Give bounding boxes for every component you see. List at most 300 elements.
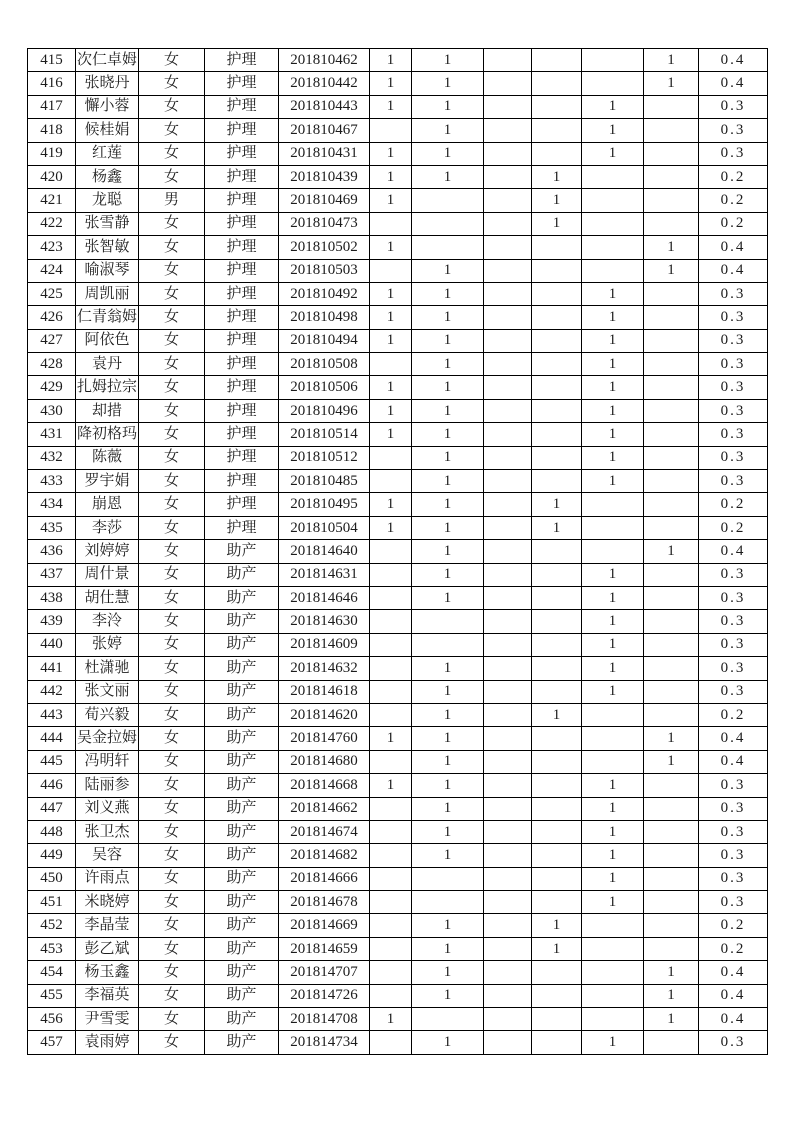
mark4-cell	[532, 353, 582, 376]
table-row	[28, 493, 768, 516]
table-row	[28, 236, 768, 259]
name-cell: 张晓丹	[76, 72, 139, 95]
mark1-cell: 1	[370, 423, 412, 446]
mark4-cell	[532, 95, 582, 118]
student-id-cell: 201814620	[279, 703, 370, 726]
row-number-cell: 428	[28, 353, 76, 376]
name-cell: 米晓婷	[76, 891, 139, 914]
program-cell: 助产	[205, 797, 279, 820]
gender-cell: 女	[139, 516, 205, 539]
mark6-cell	[644, 212, 699, 235]
program-cell: 护理	[205, 165, 279, 188]
gender-cell: 女	[139, 680, 205, 703]
gender-cell: 女	[139, 306, 205, 329]
mark2-cell: 1	[412, 446, 484, 469]
mark3-cell	[484, 891, 532, 914]
mark6-cell: 1	[644, 72, 699, 95]
mark5-cell	[582, 750, 644, 773]
row-number-cell: 424	[28, 259, 76, 282]
mark3-cell	[484, 1008, 532, 1031]
program-cell: 护理	[205, 470, 279, 493]
mark1-cell: 1	[370, 236, 412, 259]
score-cell: 0.3	[699, 610, 768, 633]
mark3-cell	[484, 189, 532, 212]
mark3-cell	[484, 727, 532, 750]
mark1-cell: 1	[370, 165, 412, 188]
mark3-cell	[484, 703, 532, 726]
row-number-cell: 442	[28, 680, 76, 703]
gender-cell: 女	[139, 657, 205, 680]
score-cell: 0.3	[699, 774, 768, 797]
table-row	[28, 797, 768, 820]
mark2-cell: 1	[412, 259, 484, 282]
mark3-cell	[484, 516, 532, 539]
mark3-cell	[484, 165, 532, 188]
name-cell: 杜潇驰	[76, 657, 139, 680]
mark6-cell	[644, 774, 699, 797]
gender-cell: 女	[139, 797, 205, 820]
gender-cell: 女	[139, 49, 205, 72]
mark1-cell: 1	[370, 306, 412, 329]
mark4-cell	[532, 774, 582, 797]
student-id-cell: 201810506	[279, 376, 370, 399]
mark1-cell	[370, 797, 412, 820]
mark6-cell	[644, 446, 699, 469]
student-id-cell: 201810514	[279, 423, 370, 446]
student-id-cell: 201814680	[279, 750, 370, 773]
gender-cell: 女	[139, 867, 205, 890]
mark5-cell: 1	[582, 446, 644, 469]
mark5-cell: 1	[582, 353, 644, 376]
mark4-cell	[532, 446, 582, 469]
mark6-cell	[644, 95, 699, 118]
mark4-cell: 1	[532, 212, 582, 235]
name-cell: 许雨点	[76, 867, 139, 890]
gender-cell: 女	[139, 1008, 205, 1031]
mark5-cell	[582, 1008, 644, 1031]
name-cell: 杨玉鑫	[76, 961, 139, 984]
student-id-cell: 201810496	[279, 399, 370, 422]
row-number-cell: 453	[28, 937, 76, 960]
mark2-cell: 1	[412, 423, 484, 446]
mark4-cell	[532, 610, 582, 633]
program-cell: 护理	[205, 236, 279, 259]
mark6-cell	[644, 282, 699, 305]
score-cell: 0.3	[699, 95, 768, 118]
mark3-cell	[484, 376, 532, 399]
table-row	[28, 212, 768, 235]
mark3-cell	[484, 867, 532, 890]
mark4-cell	[532, 1008, 582, 1031]
table-row	[28, 703, 768, 726]
student-id-cell: 201814682	[279, 844, 370, 867]
mark2-cell: 1	[412, 329, 484, 352]
name-cell: 杨鑫	[76, 165, 139, 188]
mark2-cell: 1	[412, 95, 484, 118]
mark1-cell	[370, 750, 412, 773]
mark4-cell: 1	[532, 914, 582, 937]
program-cell: 助产	[205, 563, 279, 586]
student-id-cell: 201814726	[279, 984, 370, 1007]
mark5-cell: 1	[582, 867, 644, 890]
mark6-cell	[644, 703, 699, 726]
mark4-cell	[532, 984, 582, 1007]
score-cell: 0.4	[699, 1008, 768, 1031]
mark1-cell	[370, 937, 412, 960]
student-id-cell: 201810467	[279, 119, 370, 142]
program-cell: 助产	[205, 703, 279, 726]
mark4-cell	[532, 867, 582, 890]
mark3-cell	[484, 586, 532, 609]
mark6-cell: 1	[644, 49, 699, 72]
mark1-cell	[370, 446, 412, 469]
row-number-cell: 449	[28, 844, 76, 867]
mark4-cell	[532, 750, 582, 773]
mark5-cell	[582, 961, 644, 984]
name-cell: 降初格玛	[76, 423, 139, 446]
mark4-cell	[532, 376, 582, 399]
program-cell: 护理	[205, 95, 279, 118]
mark3-cell	[484, 797, 532, 820]
student-id-cell: 201814630	[279, 610, 370, 633]
mark2-cell: 1	[412, 586, 484, 609]
name-cell: 懈小蓉	[76, 95, 139, 118]
mark2-cell	[412, 891, 484, 914]
mark4-cell	[532, 891, 582, 914]
mark6-cell	[644, 563, 699, 586]
mark2-cell: 1	[412, 680, 484, 703]
student-id-cell: 201814707	[279, 961, 370, 984]
mark2-cell	[412, 633, 484, 656]
mark3-cell	[484, 984, 532, 1007]
mark4-cell	[532, 1031, 582, 1054]
mark4-cell	[532, 259, 582, 282]
student-id-cell: 201810485	[279, 470, 370, 493]
mark3-cell	[484, 633, 532, 656]
score-cell: 0.4	[699, 72, 768, 95]
score-cell: 0.4	[699, 727, 768, 750]
mark6-cell	[644, 844, 699, 867]
row-number-cell: 446	[28, 774, 76, 797]
student-id-cell: 201810442	[279, 72, 370, 95]
name-cell: 李晶莹	[76, 914, 139, 937]
mark3-cell	[484, 937, 532, 960]
gender-cell: 女	[139, 633, 205, 656]
gender-cell: 男	[139, 189, 205, 212]
mark3-cell	[484, 563, 532, 586]
mark6-cell	[644, 610, 699, 633]
program-cell: 助产	[205, 680, 279, 703]
mark3-cell	[484, 657, 532, 680]
program-cell: 护理	[205, 376, 279, 399]
mark5-cell: 1	[582, 399, 644, 422]
student-id-cell: 201814668	[279, 774, 370, 797]
student-id-cell: 201814640	[279, 540, 370, 563]
program-cell: 助产	[205, 657, 279, 680]
mark2-cell	[412, 610, 484, 633]
mark6-cell	[644, 797, 699, 820]
mark6-cell	[644, 914, 699, 937]
mark6-cell	[644, 937, 699, 960]
mark2-cell: 1	[412, 282, 484, 305]
row-number-cell: 436	[28, 540, 76, 563]
mark6-cell	[644, 891, 699, 914]
score-cell: 0.4	[699, 49, 768, 72]
program-cell: 助产	[205, 961, 279, 984]
mark3-cell	[484, 1031, 532, 1054]
score-cell: 0.2	[699, 165, 768, 188]
mark5-cell	[582, 165, 644, 188]
score-cell: 0.2	[699, 189, 768, 212]
mark5-cell: 1	[582, 95, 644, 118]
mark6-cell	[644, 867, 699, 890]
student-id-cell: 201810495	[279, 493, 370, 516]
mark5-cell: 1	[582, 119, 644, 142]
score-cell: 0.3	[699, 680, 768, 703]
name-cell: 却措	[76, 399, 139, 422]
gender-cell: 女	[139, 703, 205, 726]
mark2-cell: 1	[412, 820, 484, 843]
gender-cell: 女	[139, 212, 205, 235]
name-cell: 周凯丽	[76, 282, 139, 305]
name-cell: 袁雨婷	[76, 1031, 139, 1054]
mark1-cell	[370, 820, 412, 843]
name-cell: 陈薇	[76, 446, 139, 469]
row-number-cell: 423	[28, 236, 76, 259]
name-cell: 张卫杰	[76, 820, 139, 843]
score-cell: 0.3	[699, 376, 768, 399]
table-row	[28, 1008, 768, 1031]
mark3-cell	[484, 680, 532, 703]
mark6-cell: 1	[644, 1008, 699, 1031]
row-number-cell: 448	[28, 820, 76, 843]
gender-cell: 女	[139, 984, 205, 1007]
row-number-cell: 451	[28, 891, 76, 914]
table-row	[28, 470, 768, 493]
mark5-cell: 1	[582, 329, 644, 352]
score-cell: 0.4	[699, 236, 768, 259]
mark1-cell	[370, 212, 412, 235]
mark1-cell	[370, 353, 412, 376]
mark4-cell: 1	[532, 937, 582, 960]
row-number-cell: 457	[28, 1031, 76, 1054]
student-id-cell: 201814662	[279, 797, 370, 820]
name-cell: 尹雪雯	[76, 1008, 139, 1031]
mark3-cell	[484, 329, 532, 352]
mark2-cell	[412, 212, 484, 235]
mark6-cell	[644, 165, 699, 188]
row-number-cell: 430	[28, 399, 76, 422]
row-number-cell: 438	[28, 586, 76, 609]
student-id-cell: 201810498	[279, 306, 370, 329]
mark5-cell: 1	[582, 586, 644, 609]
mark2-cell: 1	[412, 353, 484, 376]
table-row	[28, 119, 768, 142]
mark4-cell: 1	[532, 165, 582, 188]
table-row	[28, 680, 768, 703]
mark3-cell	[484, 470, 532, 493]
program-cell: 助产	[205, 1008, 279, 1031]
row-number-cell: 419	[28, 142, 76, 165]
score-cell: 0.2	[699, 516, 768, 539]
student-id-cell: 201810504	[279, 516, 370, 539]
mark1-cell	[370, 633, 412, 656]
student-id-cell: 201810512	[279, 446, 370, 469]
row-number-cell: 445	[28, 750, 76, 773]
row-number-cell: 440	[28, 633, 76, 656]
table-row	[28, 189, 768, 212]
mark5-cell: 1	[582, 891, 644, 914]
mark3-cell	[484, 914, 532, 937]
program-cell: 护理	[205, 119, 279, 142]
table-row	[28, 49, 768, 72]
score-cell: 0.3	[699, 119, 768, 142]
mark3-cell	[484, 961, 532, 984]
mark6-cell: 1	[644, 236, 699, 259]
student-id-cell: 201810469	[279, 189, 370, 212]
row-number-cell: 416	[28, 72, 76, 95]
name-cell: 龙聪	[76, 189, 139, 212]
mark1-cell	[370, 961, 412, 984]
mark3-cell	[484, 142, 532, 165]
gender-cell: 女	[139, 493, 205, 516]
mark6-cell	[644, 376, 699, 399]
row-number-cell: 441	[28, 657, 76, 680]
mark4-cell	[532, 961, 582, 984]
mark1-cell: 1	[370, 1008, 412, 1031]
table-row	[28, 142, 768, 165]
row-number-cell: 443	[28, 703, 76, 726]
program-cell: 护理	[205, 282, 279, 305]
name-cell: 彭乙斌	[76, 937, 139, 960]
mark5-cell	[582, 189, 644, 212]
mark4-cell: 1	[532, 703, 582, 726]
mark1-cell	[370, 563, 412, 586]
score-cell: 0.2	[699, 937, 768, 960]
row-number-cell: 417	[28, 95, 76, 118]
mark1-cell: 1	[370, 516, 412, 539]
table-row	[28, 329, 768, 352]
program-cell: 护理	[205, 353, 279, 376]
table-row	[28, 586, 768, 609]
row-number-cell: 450	[28, 867, 76, 890]
mark4-cell	[532, 399, 582, 422]
student-id-cell: 201814734	[279, 1031, 370, 1054]
roster-table-body	[28, 49, 768, 1055]
mark1-cell	[370, 657, 412, 680]
mark6-cell	[644, 633, 699, 656]
mark4-cell	[532, 727, 582, 750]
row-number-cell: 422	[28, 212, 76, 235]
name-cell: 刘义燕	[76, 797, 139, 820]
mark4-cell	[532, 142, 582, 165]
table-row	[28, 727, 768, 750]
table-row	[28, 937, 768, 960]
name-cell: 张婷	[76, 633, 139, 656]
mark4-cell	[532, 282, 582, 305]
name-cell: 候桂娟	[76, 119, 139, 142]
mark6-cell	[644, 423, 699, 446]
row-number-cell: 426	[28, 306, 76, 329]
mark3-cell	[484, 72, 532, 95]
name-cell: 吴金拉姆	[76, 727, 139, 750]
score-cell: 0.2	[699, 212, 768, 235]
mark2-cell: 1	[412, 49, 484, 72]
mark1-cell	[370, 984, 412, 1007]
student-id-cell: 201814632	[279, 657, 370, 680]
score-cell: 0.3	[699, 844, 768, 867]
table-row	[28, 961, 768, 984]
program-cell: 助产	[205, 820, 279, 843]
mark6-cell	[644, 189, 699, 212]
table-row	[28, 774, 768, 797]
program-cell: 助产	[205, 750, 279, 773]
mark6-cell: 1	[644, 961, 699, 984]
score-cell: 0.4	[699, 984, 768, 1007]
name-cell: 荀兴毅	[76, 703, 139, 726]
name-cell: 胡仕慧	[76, 586, 139, 609]
mark2-cell: 1	[412, 399, 484, 422]
gender-cell: 女	[139, 820, 205, 843]
mark4-cell	[532, 633, 582, 656]
gender-cell: 女	[139, 142, 205, 165]
score-cell: 0.3	[699, 797, 768, 820]
gender-cell: 女	[139, 540, 205, 563]
row-number-cell: 429	[28, 376, 76, 399]
mark5-cell	[582, 72, 644, 95]
table-row	[28, 750, 768, 773]
name-cell: 仁青翁姆	[76, 306, 139, 329]
mark6-cell	[644, 329, 699, 352]
score-cell: 0.3	[699, 563, 768, 586]
mark3-cell	[484, 610, 532, 633]
mark1-cell	[370, 844, 412, 867]
score-cell: 0.3	[699, 657, 768, 680]
student-id-cell: 201810503	[279, 259, 370, 282]
score-cell: 0.4	[699, 961, 768, 984]
mark2-cell: 1	[412, 470, 484, 493]
score-cell: 0.3	[699, 423, 768, 446]
mark4-cell	[532, 844, 582, 867]
program-cell: 助产	[205, 984, 279, 1007]
student-id-cell: 201810462	[279, 49, 370, 72]
gender-cell: 女	[139, 353, 205, 376]
mark1-cell: 1	[370, 72, 412, 95]
program-cell: 助产	[205, 844, 279, 867]
mark3-cell	[484, 306, 532, 329]
student-id-cell: 201814646	[279, 586, 370, 609]
mark1-cell: 1	[370, 727, 412, 750]
gender-cell: 女	[139, 844, 205, 867]
program-cell: 护理	[205, 446, 279, 469]
mark4-cell	[532, 329, 582, 352]
gender-cell: 女	[139, 329, 205, 352]
name-cell: 红莲	[76, 142, 139, 165]
mark5-cell: 1	[582, 1031, 644, 1054]
score-cell: 0.3	[699, 306, 768, 329]
mark5-cell: 1	[582, 282, 644, 305]
row-number-cell: 439	[28, 610, 76, 633]
mark2-cell: 1	[412, 961, 484, 984]
gender-cell: 女	[139, 774, 205, 797]
score-cell: 0.3	[699, 446, 768, 469]
gender-cell: 女	[139, 961, 205, 984]
row-number-cell: 437	[28, 563, 76, 586]
mark3-cell	[484, 259, 532, 282]
program-cell: 助产	[205, 586, 279, 609]
mark2-cell: 1	[412, 750, 484, 773]
table-row	[28, 984, 768, 1007]
